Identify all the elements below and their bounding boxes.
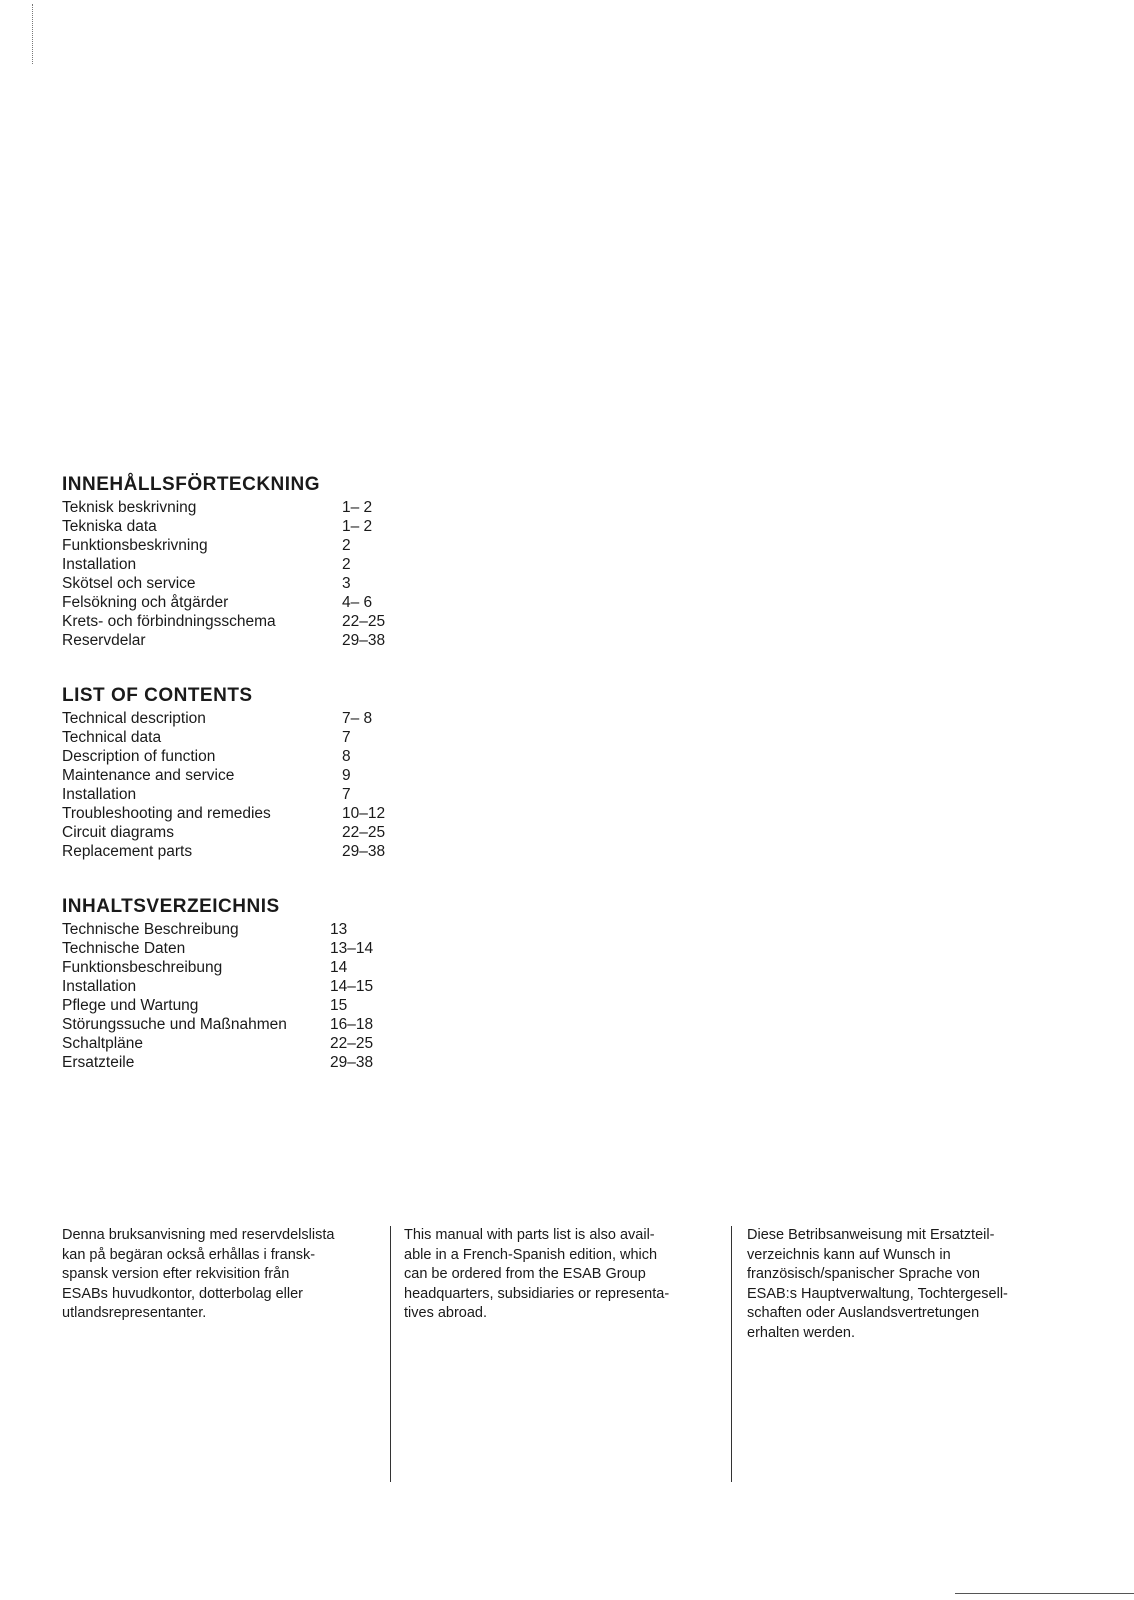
toc-row bbox=[62, 823, 402, 842]
toc-row-pages: 29–38 bbox=[330, 1054, 374, 1071]
availability-note-english: This manual with parts list is also avail- able in a French-Spanish edition, which can be ordered from the ESAB Group headquarters, subsidiaries or representa- tives abroad. bbox=[404, 1227, 670, 1321]
toc-german bbox=[62, 896, 402, 1072]
toc-english-heading: LIST OF CONTENTS bbox=[62, 685, 253, 706]
toc-row-label: Krets- och förbindningsschema bbox=[62, 613, 276, 630]
toc-row bbox=[62, 958, 402, 977]
toc-row bbox=[62, 574, 402, 593]
toc-row-pages: 15 bbox=[330, 997, 348, 1014]
toc-row-label: Teknisk beskrivning bbox=[62, 499, 197, 516]
availability-note-swedish: Denna bruksanvisning med reservdelslista kan på begäran också erhållas i fransk- spansk version efter rekvisition från ESABs huvudkontor, dotterbolag eller utlandsrepresentanter. bbox=[62, 1227, 335, 1321]
toc-german-heading: INHALTSVERZEICHNIS bbox=[62, 896, 280, 917]
availability-note-german: Diese Betribsanweisung mit Ersatzteil- verzeichnis kann auf Wunsch in französisch/spanischer Sprache von ESAB:s Hauptverwaltung, Tochtergesell- schaften oder Auslandsvertretungen erhalten werden. bbox=[747, 1227, 1008, 1341]
toc-row bbox=[62, 536, 402, 555]
toc-row-pages: 7 bbox=[342, 786, 351, 803]
toc-row-pages: 29–38 bbox=[342, 843, 386, 860]
column-divider bbox=[731, 1226, 732, 1482]
toc-row bbox=[62, 593, 402, 612]
toc-row-pages: 22–25 bbox=[330, 1035, 374, 1052]
toc-row-label: Technische Daten bbox=[62, 940, 186, 957]
column-divider bbox=[390, 1226, 391, 1482]
toc-row bbox=[62, 709, 402, 728]
toc-swedish-heading: INNEHÅLLSFÖRTECKNING bbox=[62, 474, 321, 495]
toc-row-pages: 3 bbox=[342, 575, 351, 592]
toc-row-label: Installation bbox=[62, 978, 137, 995]
toc-row bbox=[62, 612, 402, 631]
toc-row-pages: 2 bbox=[342, 556, 351, 573]
toc-row bbox=[62, 996, 402, 1015]
toc-row-pages: 14 bbox=[330, 959, 348, 976]
toc-row bbox=[62, 804, 402, 823]
toc-row-label: Reservdelar bbox=[62, 632, 146, 649]
toc-row-label: Technische Beschreibung bbox=[62, 921, 239, 938]
toc-swedish bbox=[62, 474, 402, 650]
toc-row-label: Circuit diagrams bbox=[62, 824, 174, 841]
toc-row-label: Description of function bbox=[62, 748, 216, 765]
toc-row bbox=[62, 728, 402, 747]
toc-row-pages: 22–25 bbox=[342, 824, 386, 841]
toc-row bbox=[62, 631, 402, 650]
toc-row-label: Skötsel och service bbox=[62, 575, 196, 592]
toc-row-pages: 2 bbox=[342, 537, 351, 554]
toc-row-pages: 4– 6 bbox=[342, 594, 373, 611]
toc-row bbox=[62, 1015, 402, 1034]
toc-row-label: Technical data bbox=[62, 729, 162, 746]
toc-row-label: Störungssuche und Maßnahmen bbox=[62, 1016, 287, 1033]
page-corner-line bbox=[955, 1593, 1134, 1594]
toc-row bbox=[62, 939, 402, 958]
toc-row-label: Replacement parts bbox=[62, 843, 193, 860]
toc-row bbox=[62, 517, 402, 536]
toc-row-pages: 22–25 bbox=[342, 613, 386, 630]
toc-row-pages: 9 bbox=[342, 767, 351, 784]
toc-row-label: Funktionsbeskrivning bbox=[62, 537, 208, 554]
toc-row-pages: 8 bbox=[342, 748, 351, 765]
toc-row-pages: 13–14 bbox=[330, 940, 374, 957]
toc-row bbox=[62, 842, 402, 861]
toc-row bbox=[62, 785, 402, 804]
toc-row-pages: 1– 2 bbox=[342, 499, 373, 516]
toc-row bbox=[62, 977, 402, 996]
toc-row-label: Troubleshooting and remedies bbox=[62, 805, 271, 822]
toc-row-label: Installation bbox=[62, 556, 137, 573]
toc-row-pages: 7 bbox=[342, 729, 351, 746]
toc-row-label: Ersatzteile bbox=[62, 1054, 135, 1071]
toc-row-label: Installation bbox=[62, 786, 137, 803]
toc-row bbox=[62, 1034, 402, 1053]
toc-row-pages: 10–12 bbox=[342, 805, 386, 822]
toc-row-label: Technical description bbox=[62, 710, 206, 727]
toc-row-label: Pflege und Wartung bbox=[62, 997, 199, 1014]
toc-row-pages: 14–15 bbox=[330, 978, 374, 995]
toc-row-pages: 16–18 bbox=[330, 1016, 374, 1033]
toc-row bbox=[62, 747, 402, 766]
toc-row bbox=[62, 920, 402, 939]
toc-row-label: Funktionsbeschreibung bbox=[62, 959, 223, 976]
toc-row-pages: 29–38 bbox=[342, 632, 386, 649]
scan-mark bbox=[32, 4, 34, 64]
toc-row-pages: 1– 2 bbox=[342, 518, 373, 535]
toc-english bbox=[62, 685, 402, 861]
toc-row-label: Maintenance and service bbox=[62, 767, 235, 784]
toc-row bbox=[62, 766, 402, 785]
toc-row bbox=[62, 555, 402, 574]
toc-row-label: Tekniska data bbox=[62, 518, 157, 535]
toc-row-pages: 7– 8 bbox=[342, 710, 373, 727]
toc-row-label: Felsökning och åtgärder bbox=[62, 594, 229, 611]
toc-row-label: Schaltpläne bbox=[62, 1035, 144, 1052]
toc-row bbox=[62, 498, 402, 517]
toc-row bbox=[62, 1053, 402, 1072]
toc-row-pages: 13 bbox=[330, 921, 348, 938]
